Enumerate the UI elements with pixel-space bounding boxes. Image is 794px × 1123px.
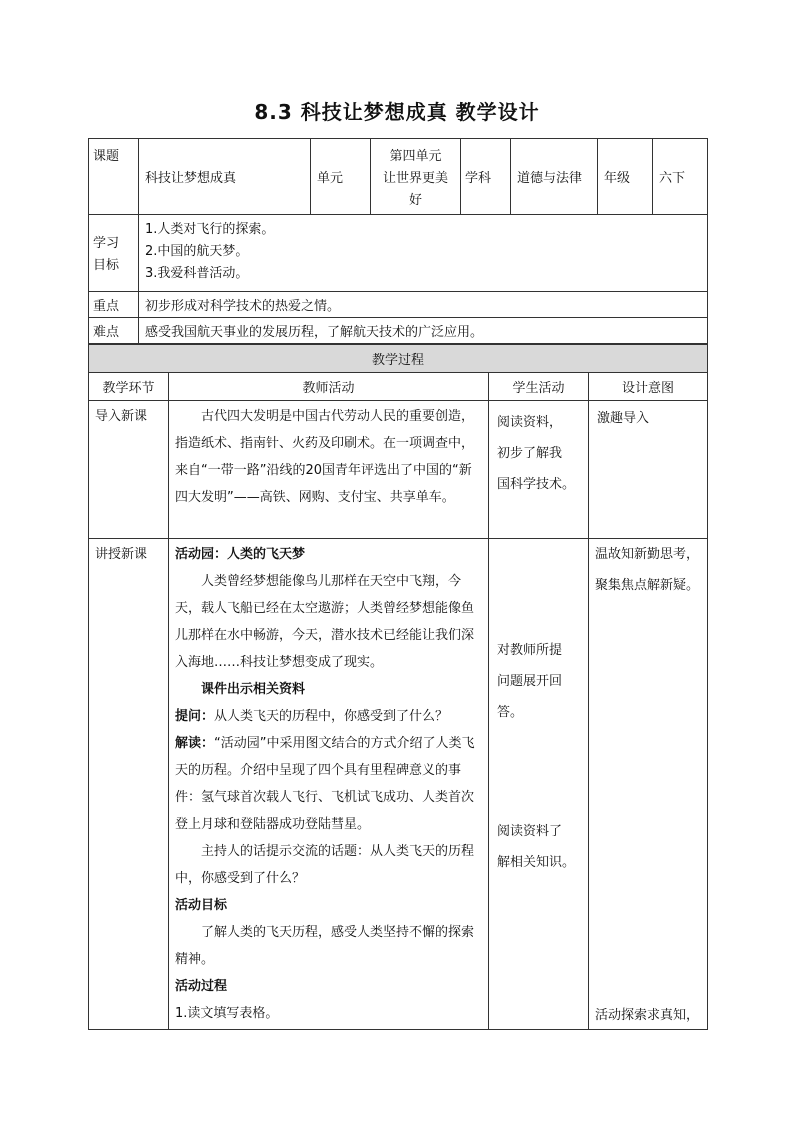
grade-label: 年级 xyxy=(598,139,653,215)
unit-value-line: 好 xyxy=(408,192,422,208)
teacher-teach xyxy=(169,539,489,1030)
intent-teach-line: 活动探索求真知， xyxy=(595,1008,700,1023)
explain-label: 解读： xyxy=(175,736,215,751)
process-title: 活动过程 xyxy=(175,979,228,994)
goal-title: 活动目标 xyxy=(175,898,228,913)
courseware-label: 课件出示相关资料 xyxy=(201,682,306,697)
col-stage: 教学环节 xyxy=(89,373,169,401)
unit-label: 单元 xyxy=(311,139,371,215)
stage-intro: 导入新课 xyxy=(89,401,169,539)
process-header: 教学过程 xyxy=(89,345,708,373)
key-point-label: 重点 xyxy=(89,292,139,318)
page-title: 8.3 科技让梦想成真 教学设计 xyxy=(254,100,540,124)
activity-title: 活动园：人类的飞天梦 xyxy=(175,547,306,562)
grade-value: 六下 xyxy=(653,139,708,215)
teacher-paragraph: 主持人的话提示交流的话题：从人类飞天的历程中，你感受到了什么？ xyxy=(175,844,475,886)
objectives-label-line: 目标 xyxy=(93,258,120,273)
intent-intro-line: 激趣导入 xyxy=(597,411,650,426)
question-line xyxy=(175,703,482,730)
student-teach-line: 解相关知识。 xyxy=(497,855,576,870)
student-intro-line: 初步了解我 xyxy=(497,446,563,461)
objective-item: 1.人类对飞行的探索。 xyxy=(145,222,275,237)
difficulty-label: 难点 xyxy=(89,318,139,344)
teacher-paragraph: 人类曾经梦想能像鸟儿那样在天空中飞翔，今天，载人飞船已经在太空遨游；人类曾经梦想能像鱼儿那样在水中畅游，今天，潜水技术已经能让我们深入海地……科技让梦想变成了现实。 xyxy=(175,574,475,670)
subject-label: 学科 xyxy=(461,139,511,215)
unit-value xyxy=(371,139,461,215)
objectives-label-line: 学习 xyxy=(93,236,120,251)
intent-intro xyxy=(589,401,708,539)
difficulty-value: 感受我国航天事业的发展历程，了解航天技术的广泛应用。 xyxy=(139,318,708,344)
topic-value: 科技让梦想成真 xyxy=(139,139,311,215)
student-intro xyxy=(489,401,589,539)
teacher-intro-text: 古代四大发明是中国古代劳动人民的重要创造，指造纸术、指南针、火药及印刷术。在一项调查中，来自“一带一路”沿线的20国青年评选出了中国的“新四大发明”——高铁、网购、支付宝、共享单车。 xyxy=(175,409,475,505)
teacher-intro xyxy=(169,401,489,539)
info-table xyxy=(88,138,708,344)
goal-text: 了解人类的飞天历程，感受人类坚持不懈的探索精神。 xyxy=(175,925,475,967)
question-label: 提问： xyxy=(175,709,215,724)
question-text: 从人类飞天的历程中，你感受到了什么？ xyxy=(214,709,449,724)
student-teach-line: 对教师所提 xyxy=(497,643,563,658)
explain-text: “活动园”中采用图文结合的方式介绍了人类飞天的历程。介绍中呈现了四个具有里程碑意义的事件：氢气球首次载人飞行、飞机试飞成功、人类首次登上月球和登陆器成功登陆彗星。 xyxy=(175,736,475,832)
student-intro-line: 国科学技术。 xyxy=(497,477,576,492)
step-text: 1.读文填写表格。 xyxy=(175,1006,279,1021)
col-intent: 设计意图 xyxy=(589,373,708,401)
objective-item: 2.中国的航天梦。 xyxy=(145,244,249,259)
topic-label: 课题 xyxy=(89,139,139,215)
intent-teach xyxy=(589,539,708,1030)
explain-line xyxy=(175,730,482,838)
col-teacher: 教师活动 xyxy=(169,373,489,401)
process-table xyxy=(88,344,708,1030)
unit-value-line: 第四单元 xyxy=(389,148,442,164)
unit-value-line: 让世界更美 xyxy=(382,170,448,186)
student-intro-line: 阅读资料， xyxy=(497,415,563,430)
intent-teach-line: 温故知新勤思考， xyxy=(595,547,700,562)
student-teach-line: 阅读资料了 xyxy=(497,824,563,839)
objective-item: 3.我爱科普活动。 xyxy=(145,266,249,281)
student-teach-line: 问题展开回 xyxy=(497,674,563,689)
stage-teach: 讲授新课 xyxy=(89,539,169,1030)
subject-value: 道德与法律 xyxy=(511,139,598,215)
intent-teach-line: 聚集焦点解新疑。 xyxy=(595,578,700,593)
key-point-value: 初步形成对科学技术的热爱之情。 xyxy=(139,292,708,318)
student-teach xyxy=(489,539,589,1030)
objectives-list xyxy=(139,215,708,292)
student-teach-line: 答。 xyxy=(497,705,524,720)
objectives-label xyxy=(89,215,139,292)
col-student: 学生活动 xyxy=(489,373,589,401)
